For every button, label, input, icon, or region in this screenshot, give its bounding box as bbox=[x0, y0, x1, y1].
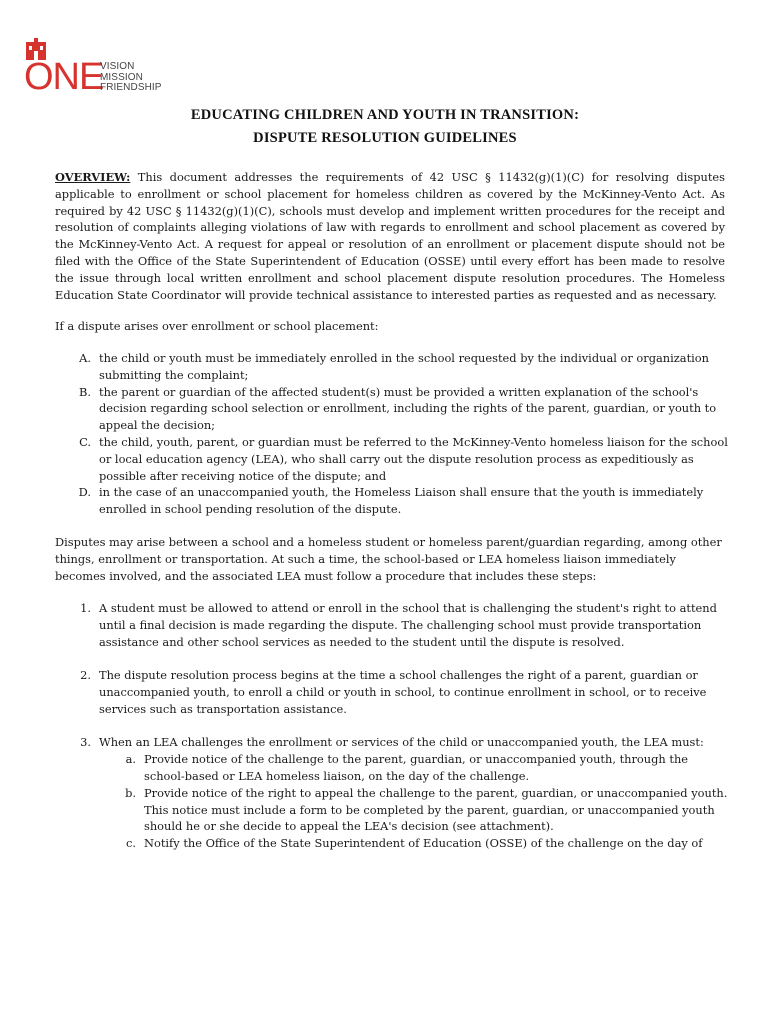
logo-wordmark: ONE bbox=[24, 56, 104, 98]
list-marker: A. bbox=[79, 351, 91, 365]
dispute-intro: If a dispute arises over enrollment or school placement: bbox=[55, 319, 379, 333]
overview-label: OVERVIEW: bbox=[55, 170, 131, 184]
list-item bbox=[80, 600, 729, 650]
overview-text: This document addresses the requirements of 42 USC § 11432(g)(1)(C) for resolving disputes applicable to enrollment or school placement for homeless children as covered by the McKinney-Vento Act. As required by 42 USC § 11432(g)(1)(C), schools must develop and implement written procedures for the receipt and resolution of complaints alleging violations of law with regards to enrollment and school placement as covered by the McKinney-Vento Act. A request for appeal or resolution of an enrollment or placement dispute should not be filed with the Office of the State Superintendent of Education (OSSE) until every effort has been made to resolve the issue through local written enrollment and school placement dispute resolution procedures. The Homeless Education State Coordinator will provide technical assistance to interested parties as requested and as necessary. bbox=[55, 170, 725, 302]
logo-tagline-line: FRIENDSHIP bbox=[100, 82, 162, 93]
logo-tagline-line: MISSION bbox=[100, 71, 143, 83]
disputes-paragraph: Disputes may arise between a school and a homeless student or homeless parent/guardian regarding, among other things, enrollment or transportation. At such a time, the school-based or LEA homeless liaison immediately becomes involved, and the associated LEA must follow a procedure that includes these steps: bbox=[55, 535, 722, 583]
list-item bbox=[79, 350, 729, 384]
dispute-requirements-list bbox=[78, 350, 729, 518]
dispute-steps-list bbox=[80, 600, 729, 852]
list-marker: B. bbox=[79, 384, 91, 399]
list-marker: b. bbox=[125, 785, 136, 800]
list-item-text: A student must be allowed to attend or enroll in the school that is challenging the student's right to attend until a final decision is made regarding the dispute. The challenging school must provide transportation assistance and other school services as needed to the student until the dispute is resolved. bbox=[99, 601, 717, 649]
list-marker: c. bbox=[125, 836, 136, 851]
list-item-text: Provide notice of the right to appeal the challenge to the parent, guardian, or unaccompanied youth. This notice must include a form to be completed by the parent, guardian, or unaccompanied youth should he or she decide to appeal the LEA's decision (see attachment). bbox=[144, 785, 728, 834]
step-3-sublist bbox=[125, 751, 729, 852]
list-item-text: the child or youth must be immediately enrolled in the school requested by the individual or organization submitting the complaint; bbox=[99, 351, 709, 382]
sublist-item bbox=[125, 785, 729, 835]
logo-tagline-line: VISION bbox=[100, 61, 135, 72]
list-item-text: The dispute resolution process begins at the time a school challenges the right of a parent, guardian or unaccompanied youth, to enroll a child or youth in school, to continue enrollment in school, or to receive services such as transportation assistance. bbox=[99, 668, 707, 716]
list-item bbox=[80, 734, 729, 852]
sublist-item bbox=[125, 835, 729, 852]
list-item bbox=[78, 484, 729, 518]
list-item-text: the parent or guardian of the affected student(s) must be provided a written explanation of the school's decision regarding school selection or enrollment, including the rights of the parent, guardian, or youth to appeal the decision; bbox=[99, 384, 717, 433]
list-item-text: Provide notice of the challenge to the parent, guardian, or unaccompanied youth, through the school-based or LEA homeless liaison, on the day of the challenge. bbox=[144, 752, 689, 783]
list-item bbox=[80, 667, 729, 717]
document-title-line-2: DISPUTE RESOLUTION GUIDELINES bbox=[253, 130, 517, 146]
document-title-line-1: EDUCATING CHILDREN AND YOUTH IN TRANSITION: bbox=[190, 107, 580, 123]
list-item-text: the child, youth, parent, or guardian must be referred to the McKinney-Vento homeless liaison for the school or local education agency (LEA), who shall carry out the dispute resolution process as expeditiously as possible after receiving notice of the dispute; and bbox=[99, 434, 728, 483]
list-marker: D. bbox=[78, 485, 91, 500]
list-marker: 2. bbox=[80, 668, 91, 683]
list-marker: C. bbox=[79, 434, 91, 449]
list-marker: 1. bbox=[80, 601, 91, 615]
organization-logo bbox=[24, 38, 184, 98]
logo-tagline bbox=[100, 62, 162, 94]
sublist-item bbox=[125, 751, 729, 785]
list-item-text: in the case of an unaccompanied youth, the Homeless Liaison shall ensure that the youth is immediately enrolled in school pending resolution of the dispute. bbox=[99, 485, 704, 517]
list-marker: 3. bbox=[80, 735, 91, 750]
list-item bbox=[79, 384, 729, 434]
list-item bbox=[79, 434, 729, 484]
list-item-text: Notify the Office of the State Superintendent of Education (OSSE) of the challenge on the day of bbox=[144, 836, 703, 851]
list-marker: a. bbox=[125, 752, 136, 767]
overview-paragraph bbox=[55, 169, 725, 303]
list-item-text: When an LEA challenges the enrollment or services of the child or unaccompanied youth, the LEA must: bbox=[99, 735, 704, 750]
